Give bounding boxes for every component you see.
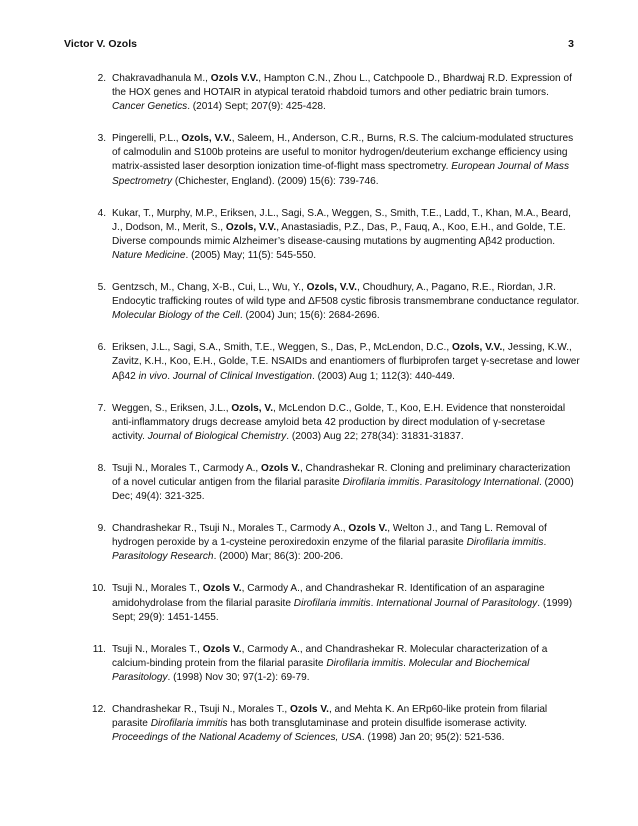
citation-text: . (2003) Aug 1; 112(3): 440-449. bbox=[311, 370, 455, 382]
reference-number: 4. bbox=[97, 207, 106, 219]
reference-number: 10. bbox=[91, 583, 106, 595]
author-highlight: Ozols, V.V. bbox=[181, 133, 232, 145]
reference-item bbox=[80, 132, 580, 188]
reference-text bbox=[112, 72, 580, 114]
reference-item bbox=[80, 703, 580, 745]
reference-item bbox=[80, 281, 580, 323]
citation-text: . (2004) Jun; 15(6): 2684-2696. bbox=[239, 310, 380, 322]
citation-text: Kukar, T., Murphy, M.P., Eriksen, J.L., Sagi, S.A., Weggen, S., Smith, T.E., Ladd, T., Khan, M.A., Beard, J., Dodson, M., Merit, S., bbox=[112, 207, 571, 233]
reference-text bbox=[112, 341, 580, 383]
reference-text bbox=[112, 582, 580, 624]
citation-text: has both transglutaminase and protein disulfide isomerase activity. bbox=[227, 718, 527, 730]
reference-number: 6. bbox=[97, 342, 106, 354]
citation-text: , Carmody A., and Chandrashekar R. Identification of an asparagine amidohydrolase from the filarial parasite bbox=[112, 583, 545, 609]
reference-number: 7. bbox=[97, 402, 106, 414]
reference-number: 3. bbox=[97, 133, 106, 145]
citation-text: . bbox=[403, 657, 409, 669]
citation-text: , McLendon D.C., Golde, T., Koo, E.H. Evidence that nonsteroidal anti-inflammatory drugs decrease amyloid beta 42 production by direct modulation of γ-secretase activity. bbox=[112, 402, 566, 442]
citation-text: , Choudhury, A., Pagano, R.E., Riordan, J.R. Endocytic trafficking routes of wild type and ΔF508 cystic fibrosis transmembrane conductance regulator. bbox=[112, 282, 580, 308]
reference-item bbox=[80, 72, 580, 114]
citation-text: Eriksen, J.L., Sagi, S.A., Smith, T.E., Weggen, S., Das, P., McLendon, D.C., bbox=[112, 342, 452, 354]
author-highlight: Ozols, V.V. bbox=[306, 282, 357, 294]
citation-text: , Saleem, H., Anderson, C.R., Burns, R.S. The calcium-modulated structures of calmodulin and S100b proteins are useful to monitor hydrogen/deuterium exchange efficiency using matrix-assisted laser desorption ionization time-of-flight mass spectrometry. bbox=[112, 133, 574, 173]
italic-text: Dirofilaria immitis bbox=[326, 657, 404, 669]
author-highlight: Ozols V.V. bbox=[210, 73, 259, 84]
italic-text: International Journal of Parasitology bbox=[376, 597, 538, 609]
italic-text: Dirofilaria immitis bbox=[293, 597, 371, 609]
reference-text bbox=[112, 402, 580, 444]
citation-text: Weggen, S., Eriksen, J.L., bbox=[112, 402, 232, 414]
citation-text: Tsuji N., Morales T., bbox=[112, 643, 203, 655]
citation-text: , Anastasiadis, P.Z., Das, P., Fauq, A., Koo, E.H., and Golde, T.E. Diverse compounds mimic Alzheimer’s disease-causing mutations by augmenting Aβ42 production. bbox=[112, 221, 566, 247]
citation-text: . (2000) Mar; 86(3): 200-206. bbox=[213, 551, 344, 563]
reference-text bbox=[112, 462, 580, 504]
author-highlight: Ozols, V.V. bbox=[451, 342, 503, 354]
reference-number: 11. bbox=[92, 643, 106, 655]
reference-text bbox=[112, 132, 580, 188]
reference-text bbox=[112, 207, 580, 263]
citation-text: . (1998) Jan 20; 95(2): 521-536. bbox=[361, 732, 505, 744]
citation-text: Chakravadhanula M., bbox=[112, 73, 211, 84]
citation-text: Tsuji N., Morales T., bbox=[112, 583, 203, 595]
page-number: 3 bbox=[568, 38, 574, 50]
author-highlight: Ozols, V. bbox=[231, 402, 274, 414]
reference-text bbox=[112, 643, 580, 685]
citation-text: Gentzsch, M., Chang, X-B., Cui, L., Wu, Y., bbox=[112, 282, 307, 294]
author-name: Victor V. Ozols bbox=[64, 38, 137, 50]
reference-item bbox=[80, 462, 580, 504]
reference-text bbox=[112, 522, 580, 564]
citation-text: . bbox=[167, 370, 173, 382]
reference-number: 9. bbox=[97, 523, 106, 535]
citation-text: Chandrashekar R., Tsuji N., Morales T., Carmody A., bbox=[112, 523, 349, 535]
reference-text bbox=[112, 703, 580, 745]
citation-text: , Jessing, K.W., Zavitz, K.H., Koo, E.H., Golde, T.E. NSAIDs and enantiomers of flurbiprofen target γ-secretase and lower Aβ42 bbox=[112, 342, 580, 382]
reference-item bbox=[80, 522, 580, 564]
citation-text: . (2000) Dec; 49(4): 321-325. bbox=[112, 476, 574, 503]
author-highlight: Ozols V. bbox=[202, 583, 242, 595]
author-highlight: Ozols, V.V. bbox=[225, 221, 277, 233]
italic-text: Journal of Biological Chemistry bbox=[147, 430, 287, 442]
reference-item bbox=[80, 582, 580, 624]
citation-text: . bbox=[419, 476, 426, 488]
reference-list bbox=[80, 72, 580, 763]
italic-text: Molecular Biology of the Cell bbox=[112, 310, 240, 322]
citation-text: , Carmody A., and Chandrashekar R. Molecular characterization of a calcium-binding protein from the filarial parasite bbox=[112, 643, 548, 669]
italic-text: in vivo bbox=[138, 370, 168, 382]
reference-number: 12. bbox=[91, 704, 106, 715]
citation-text: Pingerelli, P.L., bbox=[112, 133, 182, 145]
italic-text: Cancer Genetics bbox=[112, 101, 188, 113]
italic-text: Dirofilaria immitis bbox=[342, 476, 420, 488]
reference-item bbox=[80, 207, 580, 263]
citation-text: Chandrashekar R., Tsuji N., Morales T., bbox=[112, 704, 291, 715]
page-header bbox=[64, 37, 574, 51]
italic-text: Nature Medicine bbox=[112, 249, 186, 261]
citation-text: . bbox=[543, 537, 547, 549]
italic-text: European Journal of Mass Spectrometry bbox=[112, 161, 570, 187]
author-highlight: Ozols V. bbox=[202, 643, 242, 655]
reference-item bbox=[80, 643, 580, 685]
citation-text: . (2003) Aug 22; 278(34): 31831-31837. bbox=[286, 430, 464, 442]
citation-text: , Hampton C.N., Zhou L., Catchpoole D., Bhardwaj R.D. Expression of the HOX genes and HOTAIR in atypical teratoid rhabdoid tumors and other pediatric brain tumors. bbox=[112, 73, 572, 99]
citation-text: , and Mehta K. An ERp60-like protein from filarial parasite bbox=[112, 704, 548, 730]
author-highlight: Ozols V. bbox=[261, 462, 300, 474]
citation-text: , Welton J., and Tang L. Removal of hydrogen peroxide by a 1-cysteine peroxiredoxin enzyme of the filarial parasite bbox=[112, 523, 547, 549]
citation-text: (Chichester, England). (2009) 15(6): 739-746. bbox=[172, 175, 379, 187]
reference-item bbox=[80, 341, 580, 383]
italic-text: Proceedings of the National Academy of Sciences, USA bbox=[112, 732, 362, 744]
citation-text: . bbox=[370, 597, 377, 609]
italic-text: Molecular and Biochemical Parasitology bbox=[112, 657, 530, 683]
reference-number: 8. bbox=[97, 462, 106, 474]
reference-number: 2. bbox=[97, 73, 106, 84]
italic-text: Journal of Clinical Investigation bbox=[172, 370, 312, 382]
italic-text: Parasitology International bbox=[425, 476, 539, 488]
italic-text: Parasitology Research bbox=[112, 551, 214, 563]
citation-text: Tsuji N., Morales T., Carmody A., bbox=[112, 462, 262, 474]
italic-text: Dirofilaria immitis bbox=[466, 537, 544, 549]
reference-item bbox=[80, 402, 580, 444]
author-highlight: Ozols V. bbox=[290, 704, 329, 715]
reference-text bbox=[112, 281, 580, 323]
citation-text: . (1999) Sept; 29(9): 1451-1455. bbox=[112, 597, 573, 623]
author-highlight: Ozols V. bbox=[348, 523, 388, 535]
citation-text: , Chandrashekar R. Cloning and preliminary characterization of a novel cuticular antigen from the filarial parasite bbox=[112, 462, 571, 488]
italic-text: Dirofilaria immitis bbox=[150, 718, 228, 730]
citation-text: . (2014) Sept; 207(9): 425-428. bbox=[187, 101, 326, 113]
citation-text: . (1998) Nov 30; 97(1-2): 69-79. bbox=[167, 671, 310, 683]
reference-number: 5. bbox=[97, 282, 106, 294]
citation-text: . (2005) May; 11(5): 545-550. bbox=[185, 249, 317, 261]
